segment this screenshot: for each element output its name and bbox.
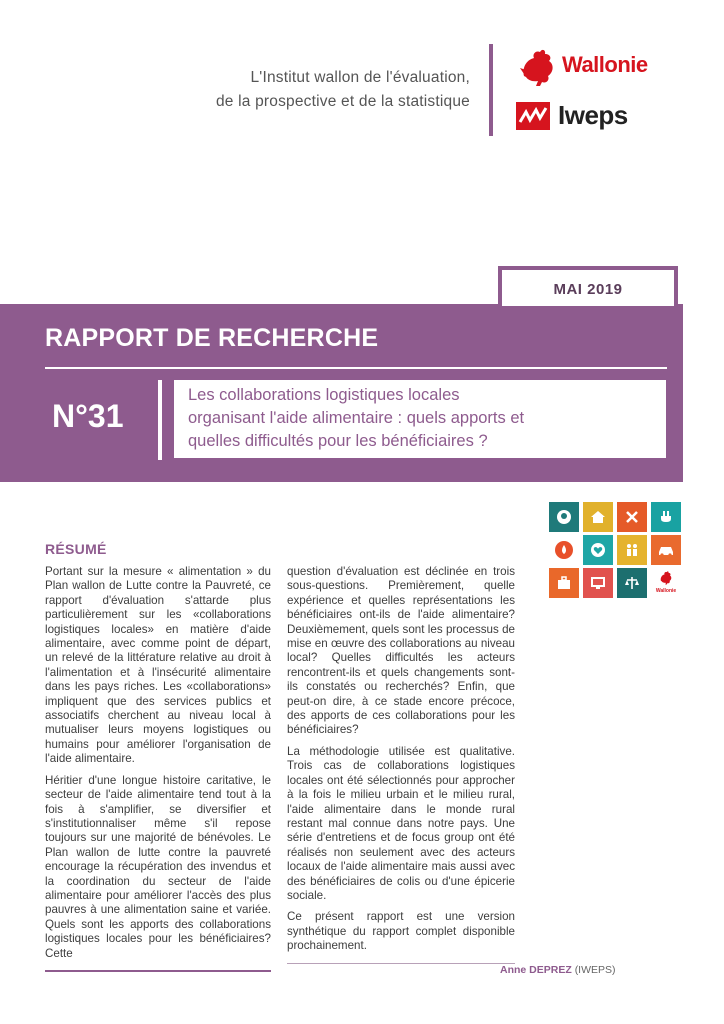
report-subtitle bbox=[174, 380, 666, 458]
band-divider bbox=[45, 367, 667, 369]
briefcase-icon bbox=[549, 568, 579, 598]
number-divider bbox=[158, 380, 162, 460]
small-wallonie-logo bbox=[651, 568, 681, 598]
publication-date: MAI 2019 bbox=[498, 266, 678, 306]
scales-icon bbox=[617, 568, 647, 598]
rooster-icon bbox=[658, 570, 674, 586]
family-icon bbox=[617, 535, 647, 565]
resume-paragraph: question d'évaluation est déclinée en trois sous-questions. Premièrement, quelle expérience et quelles représentations les bénéficiaires ont-ils de l'aide alimentaire? Deuxièmement, quels sont les processus de mise en œuvre des collaborations au niveau local? Quelles difficultés les acteurs rencontrent-ils et quels changements sont-ils constatés ou recherchés? Enfin, que peut-on dire, à ce stade encore précoce, des apports de ces collaborations pour les bénéficiaires? bbox=[287, 565, 515, 737]
tools-icon bbox=[617, 502, 647, 532]
subtitle-line-2: organisant l'aide alimentaire : quels apports et bbox=[188, 409, 525, 427]
heart-icon bbox=[583, 535, 613, 565]
resume-column-1 bbox=[45, 565, 271, 968]
car-icon bbox=[651, 535, 681, 565]
people-icon bbox=[549, 502, 579, 532]
subtitle-line-1: Les collaborations logistiques locales bbox=[188, 386, 460, 404]
resume-paragraph: Portant sur la mesure « alimentation » du Plan wallon de Lutte contre la Pauvreté, ce rapport d'évaluation s'attarde plus particulièrement sur les «collaborations logistiques locales» en matière d'aide alimentaire, avec comme point de départ, un relevé de la littérature relative au droit à l'alimentation et à l'insécurité alimentaire dans les pays riches. Les «collaborations» impliquent que des services publics et associatifs cherchent au niveau local à mutualiser leurs moyens logistiques ou humains pour améliorer l'organisation de l'aide alimentaire. bbox=[45, 565, 271, 766]
wallonie-logo bbox=[516, 46, 676, 92]
author-name: Anne DEPREZ bbox=[500, 964, 572, 976]
header-divider bbox=[489, 44, 493, 136]
iweps-logo-mark bbox=[516, 102, 550, 130]
subtitle-line-3: quelles difficultés pour les bénéficiaires ? bbox=[188, 432, 488, 450]
resume-paragraph: La méthodologie utilisée est qualitative. Trois cas de collaborations logistiques locales ont été sélectionnés pour approcher à la fois le milieu urbain et le milieu rural, l'aide alimentaire dans le monde rural restant mal connue dans notre pays. Une série d'entretiens et de focus group ont été réalisés non seulement avec des acteurs locaux de l'aide alimentaire mais aussi avec des bénéficiaires de colis ou d'une épicerie sociale. bbox=[287, 744, 515, 902]
screen-icon bbox=[583, 568, 613, 598]
author-affiliation: (IWEPS) bbox=[574, 964, 616, 976]
theme-icon-grid bbox=[549, 502, 681, 598]
small-wallonie-label: Wallonie bbox=[655, 588, 677, 594]
resume-paragraph: Ce présent rapport est une version synthétique du rapport complet disponible prochainement. bbox=[287, 910, 515, 953]
report-type-title: RAPPORT DE RECHERCHE bbox=[45, 324, 379, 352]
rooster-icon bbox=[516, 46, 560, 90]
iweps-logo bbox=[516, 100, 676, 134]
institute-line-1: L'Institut wallon de l'évaluation, bbox=[250, 69, 470, 86]
house-icon bbox=[583, 502, 613, 532]
resume-column-2 bbox=[287, 565, 515, 961]
author-credit bbox=[500, 964, 616, 976]
column-divider bbox=[45, 970, 271, 972]
resume-heading: RÉSUMÉ bbox=[45, 541, 107, 557]
column-divider bbox=[287, 963, 515, 964]
wave-icon bbox=[516, 102, 550, 130]
drop-icon bbox=[549, 535, 579, 565]
resume-paragraph: Héritier d'une longue histoire caritative, le secteur de l'aide alimentaire tend tout à la fois à s'amplifier, se diversifier et s'institutionnaliser même s'il repose toujours sur une majorité de bénévoles. Le Plan wallon de lutte contre la pauvreté encourage la récupération des invendus et la coordination du secteur de l'aide alimentaire pour améliorer l'accès des plus pauvres à une alimentation saine et variée. Quels sont les apports des collaborations logistiques locales pour les bénéficiaires? Cette bbox=[45, 773, 271, 960]
report-number: N°31 bbox=[52, 398, 124, 434]
institute-line-2: de la prospective et de la statistique bbox=[215, 93, 470, 110]
plug-icon bbox=[651, 502, 681, 532]
iweps-logo-text: Iweps bbox=[558, 100, 628, 130]
wallonie-logo-text: Wallonie bbox=[562, 52, 648, 77]
institute-name bbox=[120, 66, 470, 114]
